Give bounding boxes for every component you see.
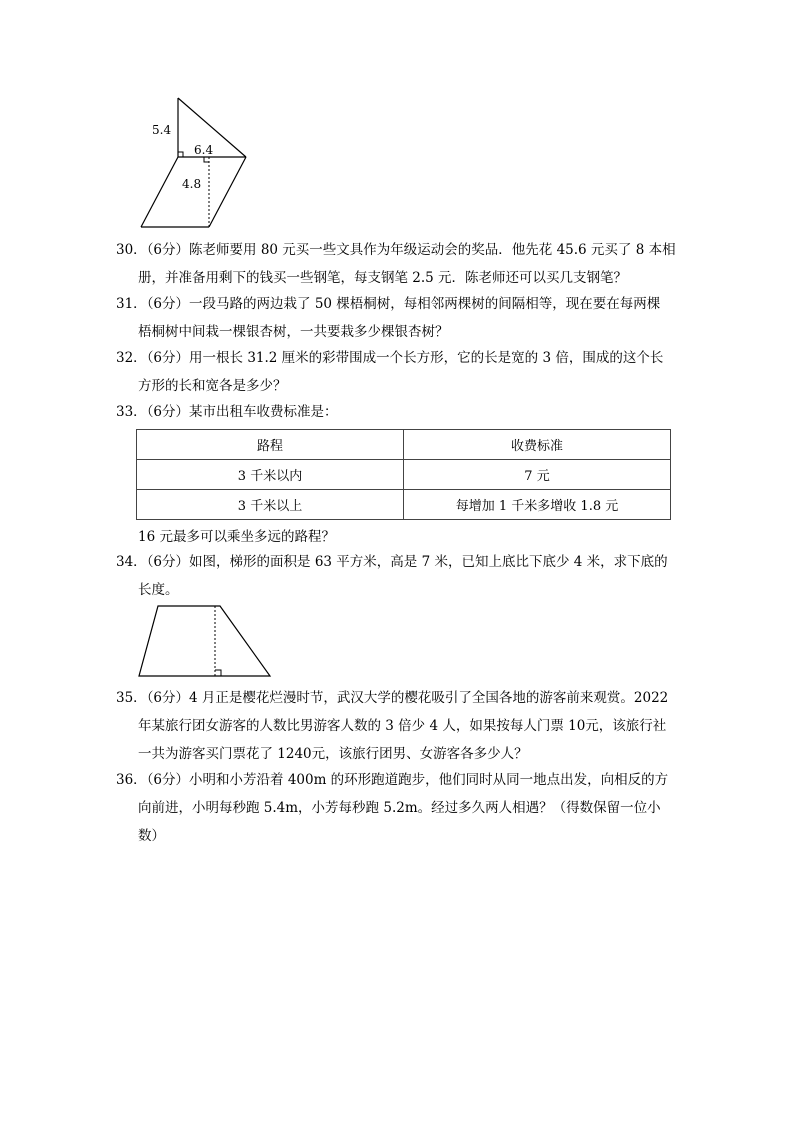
table-cell: 7 元 [404, 460, 671, 490]
table-cell: 3 千米以内 [137, 460, 404, 490]
label-4-8: 4.8 [182, 177, 202, 191]
table-row [137, 490, 671, 520]
table-header-row [137, 430, 671, 460]
trapezoid-figure [136, 602, 276, 682]
question-30: 30．（6分）陈老师要用 80 元买一些文具作为年级运动会的奖品．他先花 45.6 元买了 8 本相 册，并准备用剩下的钱买一些钢笔，每支钢笔 2.5 元．陈老师还可以买几支钢笔？ [116, 242, 676, 286]
table-row [137, 460, 671, 490]
label-5-4: 5.4 [152, 123, 172, 137]
question-34: 34．（6分）如图，梯形的面积是 63 平方米，高是 7 米，已知上底比下底少 4 米，求下底的 长度。 [116, 554, 668, 598]
question-33-followup: 16 元最多可以乘坐多远的路程？ [138, 529, 335, 545]
question-36: 36．（6分）小明和小芳沿着 400m 的环形跑道跑步，他们同时从同一地点出发，向相反的方 向前进，小明每秒跑 5.4m，小芳每秒跑 5.2m。经过多久两人相遇？（得数保留一位小数） [116, 772, 669, 844]
taxi-fare-table [136, 429, 671, 520]
table-cell: 3 千米以上 [137, 490, 404, 520]
header-distance: 路程 [137, 430, 404, 460]
question-33: 33．（6分）某市出租车收费标准是： [116, 404, 338, 420]
question-35: 35．（6分）4 月正是樱花烂漫时节，武汉大学的樱花吸引了全国各地的游客前来观赏。2022 年某旅行团女游客的人数比男游客人数的 3 倍少 4 人，如果按每人门票 10元，该旅行社 一共为游客买门票花了 1240元，该旅行团男、女游客各多少人？ [116, 690, 669, 762]
header-fare: 收费标准 [404, 430, 671, 460]
triangle-parallelogram-figure [136, 92, 266, 232]
table-cell: 每增加 1 千米多增收 1.8 元 [404, 490, 671, 520]
label-6-4: 6.4 [194, 143, 214, 157]
question-32: 32．（6分）用一根长 31.2 厘米的彩带围成一个长方形，它的长是宽的 3 倍，围成的这个长 方形的长和宽各是多少？ [116, 350, 664, 394]
question-31: 31．（6分）一段马路的两边栽了 50 棵梧桐树，每相邻两棵树的间隔相等，现在要在每两棵 梧桐树中间栽一棵银杏树，一共要栽多少棵银杏树？ [116, 296, 661, 340]
